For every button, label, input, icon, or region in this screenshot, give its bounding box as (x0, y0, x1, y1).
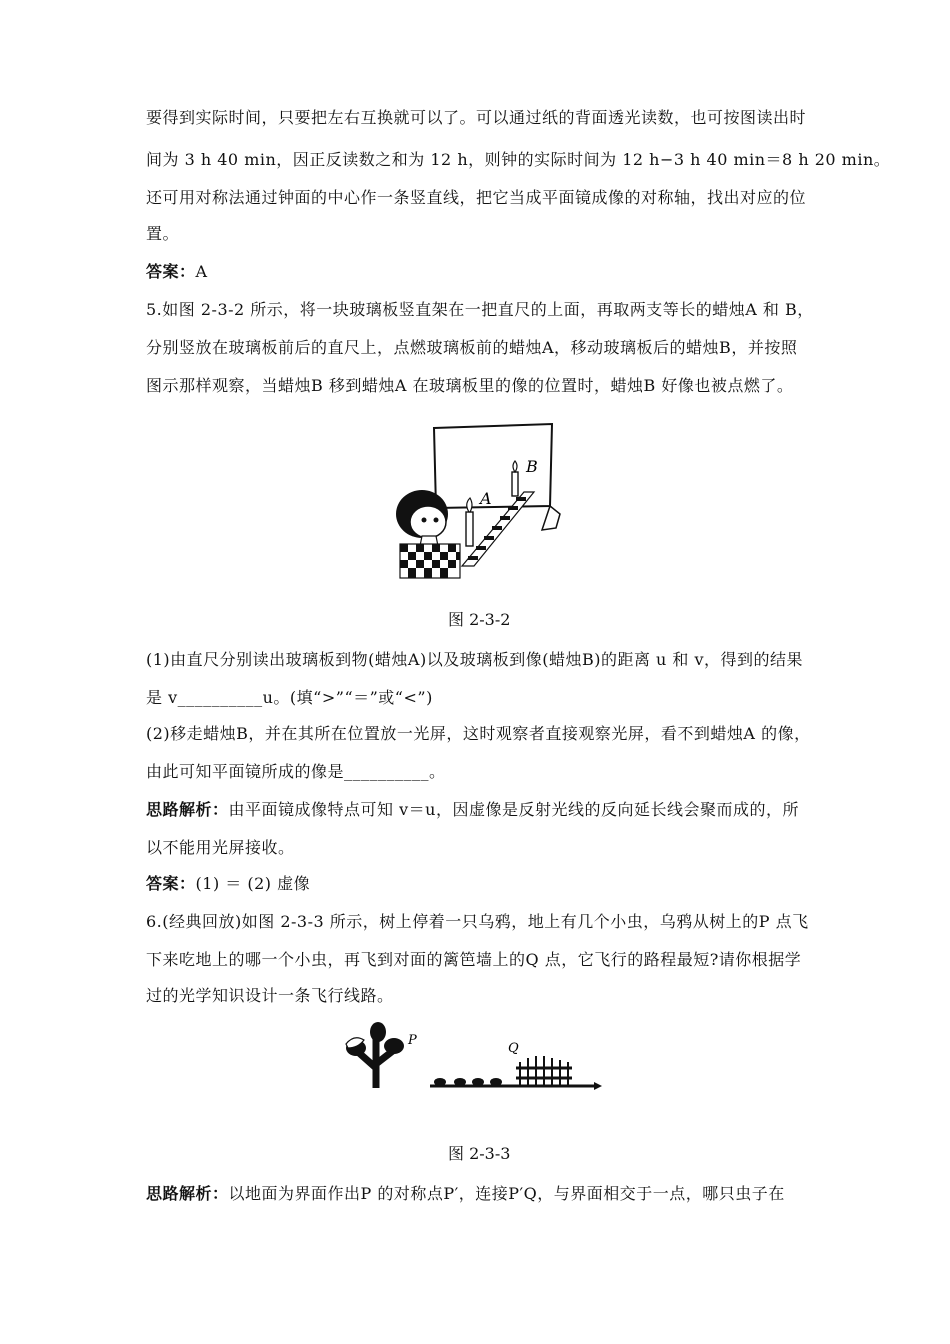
answer-label: 答案： (146, 874, 196, 893)
question-5-line: 分别竖放在玻璃板前后的直尺上，点燃玻璃板前的蜡烛A，移动玻璃板后的蜡烛B，并按照 (146, 338, 798, 357)
label-q: Q (508, 1041, 519, 1056)
label-a: A (480, 489, 492, 508)
question-5-sub2-line: 由此可知平面镜所成的像是__________。 (146, 762, 446, 781)
figure-caption: 图 2-3-3 (448, 1144, 511, 1163)
text-line: 还可用对称法通过钟面的中心作一条竖直线，把它当成平面镜成像的对称轴，找出对应的位 (146, 188, 807, 207)
observer (396, 490, 460, 578)
tree (346, 1022, 404, 1088)
analysis-line (146, 800, 799, 820)
answer-line (146, 262, 208, 282)
analysis-text: 由平面镜成像特点可知 v＝u，因虚像是反射光线的反向延长线会聚而成的，所 (228, 800, 799, 819)
answer-text: A (195, 262, 208, 281)
question-5-sub1-line: (1)由直尺分别读出玻璃板到物(蜡烛A)以及玻璃板到像(蜡烛B)的距离 u 和 v，得到的结果 (146, 650, 804, 669)
question-5-sub1-line: 是 v__________u。(填“>”“＝”或“<”) (146, 688, 433, 707)
question-6-line: 过的光学知识设计一条飞行线路。 (146, 986, 394, 1005)
question-5-line: 5.如图 2-3-2 所示，将一块玻璃板竖直架在一把直尺的上面，再取两支等长的蜡烛A 和 B， (146, 300, 814, 319)
analysis-line: 以不能用光屏接收。 (146, 838, 295, 857)
analysis-line (146, 1184, 785, 1204)
answer-text: (1) ＝ (2) 虚像 (195, 874, 311, 893)
fence (516, 1056, 572, 1086)
analysis-label: 思路解析： (146, 1184, 229, 1203)
question-6-line: 下来吃地上的哪一个小虫，再飞到对面的篱笆墙上的Q 点，它飞行的路程最短?请你根据学 (146, 950, 802, 969)
analysis-text: 以地面为界面作出P 的对称点P′，连接P′Q，与界面相交于一点，哪只虫子在 (228, 1184, 785, 1203)
text-line: 要得到实际时间，只要把左右互换就可以了。可以通过纸的背面透光读数，也可按图读出时 (146, 108, 807, 127)
figure-caption: 图 2-3-2 (448, 610, 511, 629)
analysis-label: 思路解析： (146, 800, 229, 819)
ground-arrow-icon (594, 1082, 602, 1090)
figure-glass-plate-candles (384, 418, 574, 580)
label-b: B (526, 457, 538, 476)
text-line: 间为 3 h 40 min，因正反读数之和为 12 h，则钟的实际时间为 12 h−3 h 40 min＝8 h 20 min。 (146, 150, 891, 169)
candle-a (466, 498, 473, 546)
label-p: P (408, 1033, 417, 1048)
question-6-line: 6.(经典回放)如图 2-3-3 所示，树上停着一只乌鸦，地上有几个小虫，乌鸦从树上的P 点飞 (146, 912, 809, 931)
question-5-sub2-line: (2)移走蜡烛B，并在其所在位置放一光屏，这时观察者直接观察光屏，看不到蜡烛A 的像， (146, 724, 811, 743)
answer-label: 答案： (146, 262, 196, 281)
text-line: 置。 (146, 224, 180, 243)
candle-b (512, 461, 518, 496)
figure-crow-tree-fence (336, 1018, 606, 1090)
question-5-line: 图示那样观察，当蜡烛B 移到蜡烛A 在玻璃板里的像的位置时，蜡烛B 好像也被点燃了。 (146, 376, 794, 395)
answer-line (146, 874, 310, 894)
